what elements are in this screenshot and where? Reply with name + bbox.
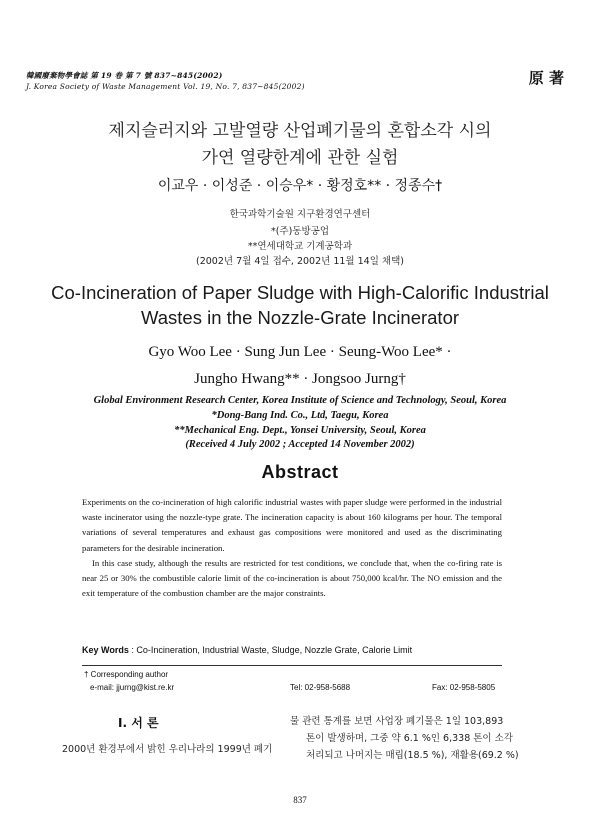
english-affiliation-2: *Dong-Bang Ind. Co., Ltd, Taegu, Korea: [211, 410, 389, 421]
korean-authors: 이교우 · 이성준 · 이승우* · 황정호** · 정종수†: [157, 178, 443, 194]
corresponding-author-note: † Corresponding author: [84, 670, 169, 679]
abstract-body: [82, 495, 502, 601]
keywords-label: Key Words: [82, 645, 129, 655]
journal-citation-korean: 韓國廢棄物學會誌 第 19 卷 第 7 號 837~845(2002): [26, 71, 223, 80]
english-title-line1: Co-Incineration of Paper Sludge with High-Calorific Industrial: [51, 282, 549, 303]
english-authors-line2: Jungho Hwang** · Jongsoo Jurng†: [194, 371, 406, 387]
corresponding-fax: Fax: 02-958-5805: [432, 683, 496, 692]
english-authors-line1: Gyo Woo Lee · Sung Jun Lee · Seung-Woo Lee* ·: [148, 344, 452, 360]
left-column-line-1: 2000년 환경부에서 밝힌 우리나라의 1999년 폐기: [62, 744, 273, 755]
english-affiliation-3: **Mechanical Eng. Dept., Yonsei University, Seoul, Korea: [174, 425, 426, 436]
korean-affiliation-1: 한국과학기술원 지구환경연구센터: [229, 209, 371, 220]
english-received-dates: (Received 4 July 2002 ; Accepted 14 November 2002): [185, 439, 415, 450]
keywords-line: [82, 645, 412, 655]
article-type-label: 原 著: [528, 69, 564, 87]
journal-citation-english: J. Korea Society of Waste Management Vol. 19, No. 7, 837~845(2002): [26, 82, 305, 91]
keywords-list: : Co-Incineration, Industrial Waste, Sludge, Nozzle Grate, Calorie Limit: [128, 645, 413, 655]
english-affiliation-1: Global Environment Research Center, Korea Institute of Science and Technology, Seoul, Korea: [93, 395, 507, 406]
korean-title-line1: 제지슬러지와 고발열량 산업폐기물의 혼합소각 시의: [108, 121, 492, 141]
korean-affiliation-3: **연세대학교 기계공학과: [247, 241, 353, 252]
right-column-line-2: 톤이 발생하며, 그중 약 6.1 %인 6,338 톤이 소각: [306, 733, 513, 744]
korean-affiliation-2: *(주)동방공업: [270, 226, 330, 237]
footnote-divider: [82, 665, 502, 666]
section-heading-introduction: Ⅰ. 서 론: [118, 716, 159, 730]
right-column-line-3: 처리되고 나머지는 매립(18.5 %), 재활용(69.2 %): [306, 750, 519, 761]
corresponding-email: e-mail: jjurng@kist.re.kr: [90, 683, 175, 692]
abstract-paragraph-1: Experiments on the co-incineration of high calorific industrial wastes with paper sludge were performed in the industrial waste incinerator using the nozzle-type grate. The incineration capacity is about 160 kilograms per hour. The temporal variations of several temperatures and exhaust gas compositions were monitored and used as the discriminating parameters for the desirable incineration.: [82, 497, 502, 553]
korean-received-dates: (2002년 7월 4일 접수, 2002년 11월 14일 채택): [196, 256, 404, 267]
right-column-line-1: 물 관련 통계를 보면 사업장 폐기물은 1일 103,893: [290, 716, 504, 727]
korean-title-line2: 가연 열량한계에 관한 실험: [201, 148, 399, 168]
abstract-heading: Abstract: [261, 462, 339, 482]
page-number: 837: [293, 795, 307, 805]
abstract-paragraph-2: In this case study, although the results are restricted for test conditions, we conclude that, when the co-firing rate is near 25 or 30% the combustible calorie limit of the co-incineration is about 750,000 kcal/hr. The NO emission and the exit temperature of the combustion chamber are the major constraints.: [82, 557, 502, 599]
english-title-line2: Wastes in the Nozzle-Grate Incinerator: [140, 307, 460, 328]
corresponding-tel: Tel: 02-958-5688: [290, 683, 351, 692]
